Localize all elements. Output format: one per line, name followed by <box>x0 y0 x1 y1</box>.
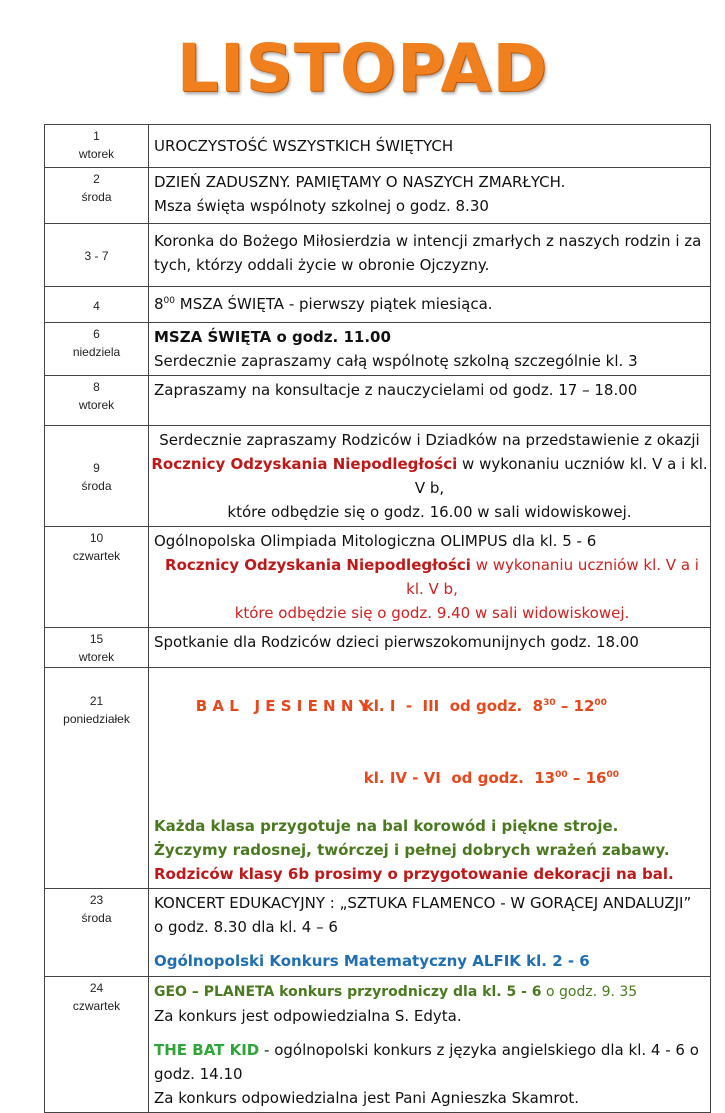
bal-time-2: kl. IV - VI od godz. $13^{00} - 16^{00}$ <box>363 769 619 787</box>
event-text: Za konkurs jest odpowiedzialna S. Edyta. <box>154 1007 462 1025</box>
date-cell <box>45 628 149 668</box>
bal-time-1: kl. I - III od godz. $8^{30} - 12^{00}$ <box>363 697 607 715</box>
weekday: środa <box>81 479 112 493</box>
event-text-bold: Rocznicy Odzyskania Niepodległości <box>165 556 471 574</box>
day-number: 10 <box>89 531 104 545</box>
event-text: Spotkanie dla Rodziców dzieci pierwszokomunijnych godz. 18.00 <box>154 633 639 651</box>
event-text: Serdecznie zapraszamy całą wspólnotę szkolną szczególnie kl. 3 <box>154 352 638 370</box>
bal-title: B A L J E S I E N N Y <box>195 697 370 715</box>
date-cell <box>45 376 149 426</box>
weekday: niedziela <box>72 345 121 359</box>
day-number: 23 <box>89 893 104 907</box>
event-text: Ogólnopolski Konkurs Matematyczny ALFIK kl. 2 - 6 <box>154 952 590 970</box>
event-text-bold: THE BAT KID <box>154 1041 260 1059</box>
day-number: 6 <box>93 327 100 341</box>
event-cell <box>149 323 711 376</box>
event-cell <box>149 224 711 287</box>
weekday: środa <box>81 190 112 204</box>
date-cell <box>45 977 149 1113</box>
day-number: 4 <box>93 298 100 313</box>
table-row <box>45 376 711 426</box>
event-cell <box>149 527 711 628</box>
event-cell <box>149 125 711 168</box>
date-cell <box>45 287 149 323</box>
event-text: o godz. 8.30 dla kl. 4 – 6 <box>154 918 338 936</box>
event-text: w wykonaniu uczniów kl. V a i kl. V b, <box>414 455 708 497</box>
table-row <box>45 668 711 889</box>
event-text: które odbędzie się o godz. 9.40 w sali widowiskowej. <box>234 604 630 622</box>
event-text: Zapraszamy na konsultacje z nauczycielami od godz. 17 – 18.00 <box>154 381 638 399</box>
weekday: wtorek <box>78 147 115 161</box>
event-cell <box>149 287 711 323</box>
day-number: 21 <box>89 694 104 708</box>
weekday: czwartek <box>72 549 121 563</box>
date-cell <box>45 224 149 287</box>
event-text: Koronka do Bożego Miłosierdzia w intencji zmarłych z naszych rodzin i za tych, którzy oddali życie w obronie Ojczyzny. <box>154 232 702 274</box>
day-number: 24 <box>89 981 104 995</box>
weekday: wtorek <box>78 398 115 412</box>
event-text: Ogólnopolska Olimpiada Mitologiczna OLIMPUS dla kl. 5 - 6 <box>154 532 597 550</box>
event-text: Msza święta wspólnoty szkolnej o godz. 8.30 <box>154 197 489 215</box>
event-text: o godz. 9. 35 <box>541 984 638 1000</box>
event-text: Życzymy radosnej, twórczej i pełnej dobrych wrażeń zabawy. <box>154 841 670 859</box>
date-cell <box>45 323 149 376</box>
weekday: czwartek <box>72 999 121 1013</box>
event-cell <box>149 426 711 527</box>
day-number: 15 <box>89 632 104 646</box>
event-cell <box>149 376 711 426</box>
table-row <box>45 224 711 287</box>
event-text: MSZA ŚWIĘTA <box>175 295 285 313</box>
event-time: 8 <box>154 295 164 313</box>
weekday: poniedziałek <box>63 712 130 726</box>
date-cell <box>45 168 149 224</box>
date-cell <box>45 889 149 977</box>
event-text: - pierwszy piątek miesiąca. <box>284 295 493 313</box>
event-text: Rodziców klasy 6b prosimy o przygotowanie dekoracji na bal. <box>154 865 674 883</box>
day-number: 3 - 7 <box>84 249 109 263</box>
event-cell <box>149 668 711 889</box>
table-row <box>45 426 711 527</box>
table-row <box>45 168 711 224</box>
event-text: DZIEŃ ZADUSZNY. PAMIĘTAMY O NASZYCH ZMARŁYCH. <box>154 173 566 191</box>
event-cell <box>149 628 711 668</box>
table-row <box>45 889 711 977</box>
table-row <box>45 287 711 323</box>
event-text: - ogólnopolski konkurs z języka angielskiego dla kl. 4 - 6 o godz. 14.10 <box>154 1041 699 1083</box>
date-cell <box>45 426 149 527</box>
event-text: które odbędzie się o godz. 16.00 w sali widowiskowej. <box>227 503 632 521</box>
schedule-table <box>44 124 711 1113</box>
day-number: 8 <box>93 380 100 394</box>
event-text: Każda klasa przygotuje na bal korowód i piękne stroje. <box>154 817 619 835</box>
table-row <box>45 977 711 1113</box>
event-cell <box>149 977 711 1113</box>
event-cell <box>149 168 711 224</box>
page-title: LISTOPAD <box>176 30 549 107</box>
day-number: 2 <box>93 172 100 186</box>
event-time-sup: 00 <box>163 296 175 306</box>
event-text: KONCERT EDUKACYJNY : „SZTUKA FLAMENCO - W GORĄCEJ ANDALUZJI” <box>154 894 692 912</box>
weekday: środa <box>81 911 112 925</box>
table-row <box>45 628 711 668</box>
event-text: w wykonaniu uczniów kl. V a i kl. V b, <box>406 556 699 598</box>
day-number: 9 <box>93 461 100 475</box>
date-cell <box>45 668 149 889</box>
table-row <box>45 323 711 376</box>
event-cell <box>149 889 711 977</box>
table-row <box>45 125 711 168</box>
day-number: 1 <box>93 129 100 143</box>
date-cell <box>45 527 149 628</box>
event-text: Za konkurs odpowiedzialna jest Pani Agnieszka Skamrot. <box>154 1089 580 1107</box>
table-row <box>45 527 711 628</box>
event-text: UROCZYSTOŚĆ WSZYSTKICH ŚWIĘTYCH <box>154 137 454 155</box>
event-text: MSZA ŚWIĘTA o godz. 11.00 <box>154 328 391 346</box>
event-text-bold: Rocznicy Odzyskania Niepodległości <box>151 455 458 473</box>
weekday: wtorek <box>78 650 115 664</box>
event-text-bold: GEO – PLANETA konkurs przyrodniczy dla kl. 5 - 6 <box>154 984 542 1000</box>
event-text: Serdecznie zapraszamy Rodziców i Dziadków na przedstawienie z okazji <box>159 431 700 449</box>
date-cell <box>45 125 149 168</box>
